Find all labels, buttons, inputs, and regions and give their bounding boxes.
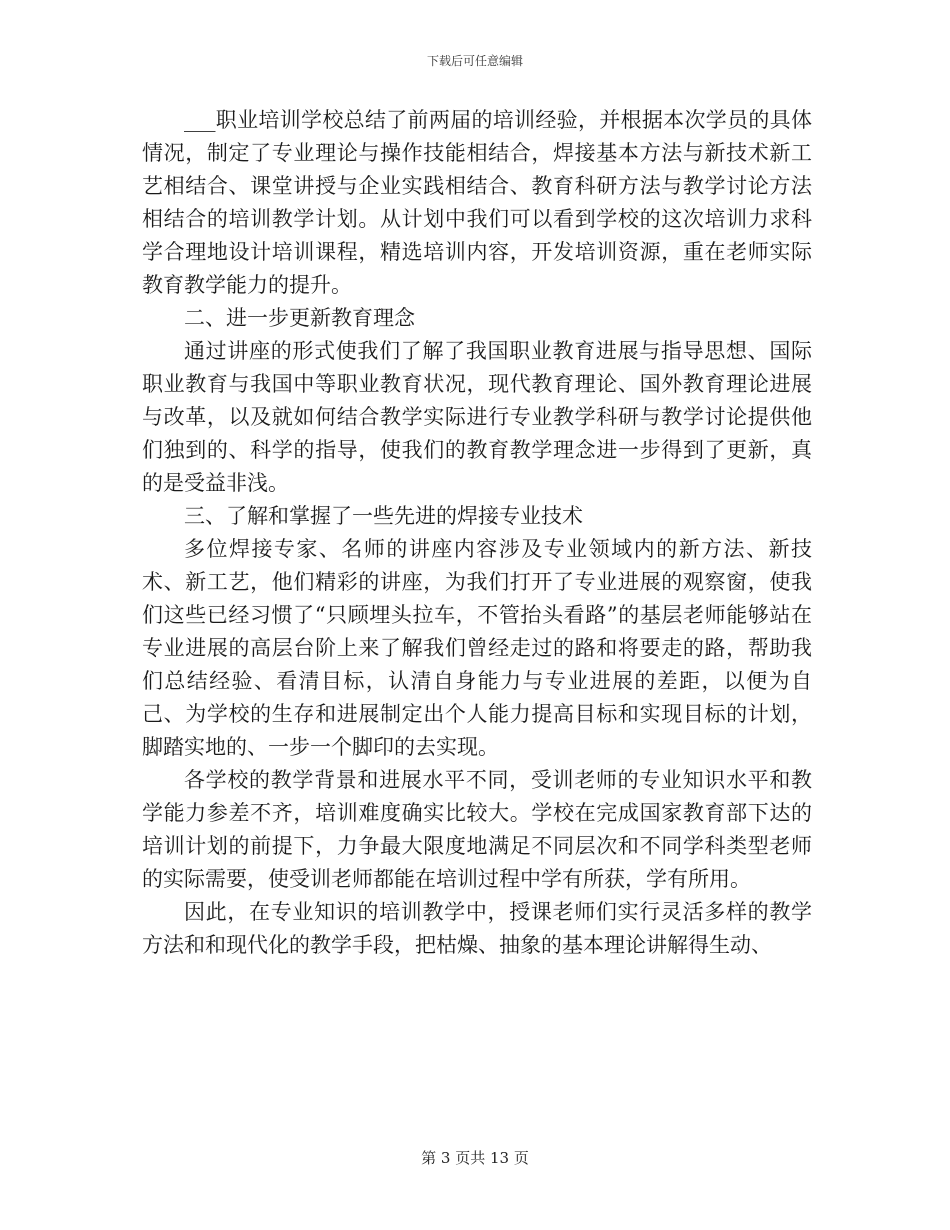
document-body bbox=[142, 104, 812, 962]
page-footer: 第 3 页共 13 页 bbox=[421, 1149, 529, 1167]
page-header: 下载后可任意编辑 bbox=[426, 54, 523, 68]
paragraph-5: 因此，在专业知识的培训教学中，授课老师们实行灵活多样的教学方法和和现代化的教学手段，把枯燥、抽象的基本理论讲解得生动、 bbox=[142, 900, 812, 957]
section-heading-3: 三、了解和掌握了一些先进的焊接专业技术 bbox=[184, 504, 583, 528]
paragraph-3: 多位焊接专家、名师的讲座内容涉及专业领域内的新方法、新技术、新工艺，他们精彩的讲座，为我们打开了专业进展的观察窗，使我们这些已经习惯了“只顾埋头拉车，不管抬头看路”的基层老师能够站在专业进展的高层台阶上来了解我们曾经走过的路和将要走的路，帮助我们总结经验、看清目标，认清自身能力与专业进展的差距，以便为自己、为学校的生存和进展制定出个人能力提高目标和实现目标的计划，脚踏实地的、一步一个脚印的去实现。 bbox=[142, 537, 812, 759]
paragraph-2: 通过讲座的形式使我们了解了我国职业教育进展与指导思想、国际职业教育与我国中等职业教育状况，现代教育理论、国外教育理论进展与改革，以及就如何结合教学实际进行专业教学科研与教学讨论提供他们独到的、科学的指导，使我们的教育教学理念进一步得到了更新，真的是受益非浅。 bbox=[142, 339, 812, 495]
paragraph-1: ___职业培训学校总结了前两届的培训经验，并根据本次学员的具体情况，制定了专业理论与操作技能相结合，焊接基本方法与新技术新工艺相结合、课堂讲授与企业实践相结合、教育科研方法与教学讨论方法相结合的培训教学计划。从计划中我们可以看到学校的这次培训力求科学合理地设计培训课程，精选培训内容，开发培训资源，重在老师实际教育教学能力的提升。 bbox=[142, 108, 812, 297]
paragraph-4: 各学校的教学背景和进展水平不同，受训老师的专业知识水平和教学能力参差不齐，培训难度确实比较大。学校在完成国家教育部下达的培训计划的前提下，力争最大限度地满足不同层次和不同学科类型老师的实际需要，使受训老师都能在培训过程中学有所获，学有所用。 bbox=[142, 768, 812, 891]
section-heading-2: 二、进一步更新教育理念 bbox=[184, 306, 415, 330]
